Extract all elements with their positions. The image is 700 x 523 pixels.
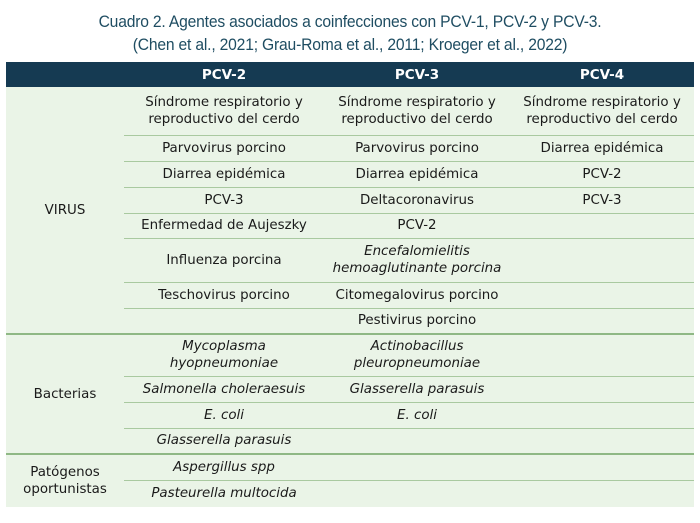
- table-cell: Pasteurella multocida: [124, 480, 324, 507]
- group-patogenos: Patógenos oportunistas: [6, 454, 124, 507]
- header-pcv2: PCV-2: [124, 62, 324, 87]
- header-pcv3: PCV-3: [324, 62, 510, 87]
- table-cell: Glasserella parasuis: [324, 376, 510, 402]
- header-empty: [6, 62, 124, 87]
- table-cell: Citomegalovirus porcino: [324, 282, 510, 308]
- table-cell: Salmonella choleraesuis: [124, 376, 324, 402]
- table-cell: Diarrea epidémica: [124, 161, 324, 187]
- caption-title: Cuadro 2. Agentes asociados a coinfecciones con PCV-1, PCV-2 y PCV-3.: [98, 12, 602, 31]
- header-row: [6, 62, 694, 87]
- table-cell: Deltacoronavirus: [324, 187, 510, 213]
- coinfection-table: [6, 62, 694, 507]
- table-caption: [0, 10, 700, 56]
- table-cell: [510, 428, 694, 454]
- table-cell: [510, 454, 694, 480]
- table-cell: E. coli: [324, 402, 510, 428]
- table-cell: [324, 428, 510, 454]
- table-cell: Mycoplasma hyopneumoniae: [124, 334, 324, 376]
- table-cell: Actinobacillus pleuropneumoniae: [324, 334, 510, 376]
- table-cell: [510, 402, 694, 428]
- table-cell: [510, 480, 694, 507]
- table-cell: [510, 213, 694, 238]
- table-cell: [324, 454, 510, 480]
- table-cell: PCV-2: [510, 161, 694, 187]
- table-cell: PCV-2: [324, 213, 510, 238]
- caption-references: (Chen et al., 2021; Grau-Roma et al., 2011; Kroeger et al., 2022): [132, 35, 568, 54]
- header-pcv4: PCV-4: [510, 62, 694, 87]
- table-cell: Aspergillus spp: [124, 454, 324, 480]
- cell-italic: Encefalomielitis hemoaglutinante porcina: [332, 244, 502, 276]
- table-cell: PCV-3: [510, 187, 694, 213]
- table-cell: [324, 480, 510, 507]
- table-cell: [510, 308, 694, 334]
- table-row: [6, 334, 694, 376]
- table-cell: E. coli: [124, 402, 324, 428]
- table-cell: Teschovirus porcino: [124, 282, 324, 308]
- table-cell: Síndrome respiratorio y reproductivo del cerdo: [510, 87, 694, 135]
- group-virus: VIRUS: [6, 87, 124, 334]
- table-cell: [124, 308, 324, 334]
- table-cell: Enfermedad de Aujeszky: [124, 213, 324, 238]
- table-cell: Síndrome respiratorio y reproductivo del cerdo: [124, 87, 324, 135]
- table-cell: [510, 376, 694, 402]
- table-cell: Pestivirus porcino: [324, 308, 510, 334]
- table-cell: PCV-3: [124, 187, 324, 213]
- table-cell: Influenza porcina: [124, 238, 324, 282]
- table-cell: [510, 334, 694, 376]
- table-cell: Diarrea epidémica: [324, 161, 510, 187]
- table-row: [6, 454, 694, 480]
- table-cell: [510, 238, 694, 282]
- table-cell: Síndrome respiratorio y reproductivo del cerdo: [324, 87, 510, 135]
- table-cell: Diarrea epidémica: [510, 135, 694, 161]
- table-cell: Glasserella parasuis: [124, 428, 324, 454]
- table-cell: Parvovirus porcino: [124, 135, 324, 161]
- table-cell: Parvovirus porcino: [324, 135, 510, 161]
- table-cell: [510, 282, 694, 308]
- group-bacterias: Bacterias: [6, 334, 124, 454]
- table-cell: [324, 238, 510, 282]
- table-row: [6, 87, 694, 135]
